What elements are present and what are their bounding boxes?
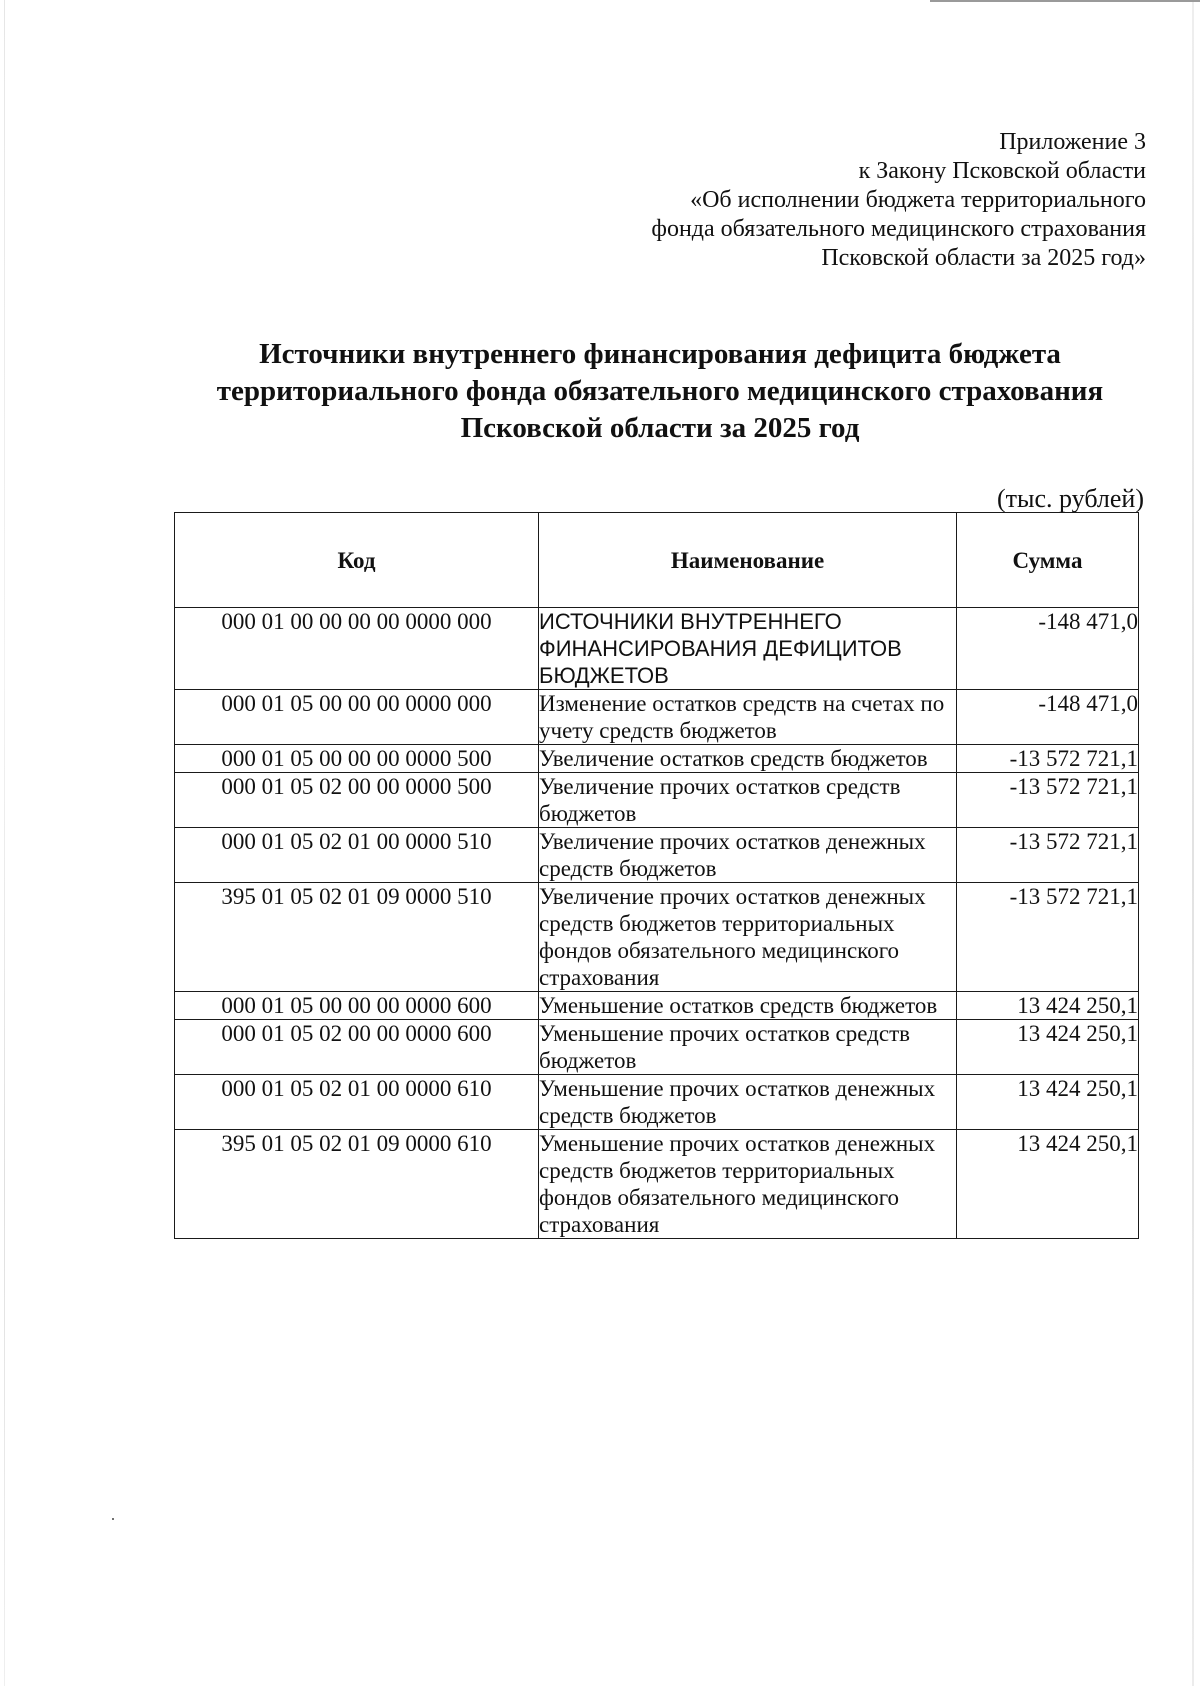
row-name: Изменение остатков средств на счетах по учету средств бюджетов bbox=[539, 690, 957, 745]
title-line: территориального фонда обязательного медицинского страхования bbox=[216, 375, 1104, 407]
row-code: 395 01 05 02 01 09 0000 610 bbox=[175, 1130, 539, 1239]
table-row bbox=[175, 745, 1139, 773]
row-sum: -13 572 721,1 bbox=[957, 773, 1139, 828]
appendix-line: к Закону Псковской области bbox=[858, 158, 1146, 184]
row-sum: -148 471,0 bbox=[957, 690, 1139, 745]
scan-top-line bbox=[930, 0, 1200, 2]
financing-sources-table bbox=[174, 512, 1139, 1239]
table-row bbox=[175, 773, 1139, 828]
table-row bbox=[175, 992, 1139, 1020]
title-line: Псковской области за 2025 год bbox=[460, 412, 860, 444]
row-name: Уменьшение остатков средств бюджетов bbox=[539, 992, 957, 1020]
row-name: ИСТОЧНИКИ ВНУТРЕННЕГО ФИНАНСИРОВАНИЯ ДЕФИЦИТОВ БЮДЖЕТОВ bbox=[539, 608, 957, 690]
header-code: Код bbox=[175, 513, 539, 608]
table-row bbox=[175, 1130, 1139, 1239]
row-sum: -13 572 721,1 bbox=[957, 828, 1139, 883]
row-code: 000 01 00 00 00 00 0000 000 bbox=[175, 608, 539, 690]
table-row bbox=[175, 608, 1139, 690]
header-sum: Сумма bbox=[957, 513, 1139, 608]
row-name: Уменьшение прочих остатков средств бюджетов bbox=[539, 1020, 957, 1075]
row-code: 000 01 05 00 00 00 0000 000 bbox=[175, 690, 539, 745]
table-row bbox=[175, 1020, 1139, 1075]
row-name: Уменьшение прочих остатков денежных средств бюджетов bbox=[539, 1075, 957, 1130]
row-sum: -13 572 721,1 bbox=[957, 745, 1139, 773]
appendix-line: Псковской области за 2025 год» bbox=[821, 245, 1146, 271]
row-name: Уменьшение прочих остатков денежных средств бюджетов территориальных фондов обязательного медицинского страхования bbox=[539, 1130, 957, 1239]
row-name: Увеличение прочих остатков средств бюджетов bbox=[539, 773, 957, 828]
row-sum: 13 424 250,1 bbox=[957, 992, 1139, 1020]
row-name: Увеличение прочих остатков денежных средств бюджетов bbox=[539, 828, 957, 883]
units-label: (тыс. рублей) bbox=[996, 484, 1144, 513]
row-sum: 13 424 250,1 bbox=[957, 1130, 1139, 1239]
row-sum: -13 572 721,1 bbox=[957, 883, 1139, 992]
appendix-line: Приложение 3 bbox=[999, 129, 1146, 155]
appendix-line: «Об исполнении бюджета территориального bbox=[690, 187, 1146, 213]
row-name: Увеличение прочих остатков денежных средств бюджетов территориальных фондов обязательного медицинского страхования bbox=[539, 883, 957, 992]
table-row bbox=[175, 883, 1139, 992]
scan-edge-left bbox=[4, 0, 5, 1686]
table-row bbox=[175, 828, 1139, 883]
row-code: 000 01 05 02 00 00 0000 500 bbox=[175, 773, 539, 828]
row-code: 395 01 05 02 01 09 0000 510 bbox=[175, 883, 539, 992]
row-name: Увеличение остатков средств бюджетов bbox=[539, 745, 957, 773]
title-line: Источники внутреннего финансирования дефицита бюджета bbox=[259, 338, 1061, 370]
table-row bbox=[175, 1075, 1139, 1130]
row-code: 000 01 05 02 01 00 0000 510 bbox=[175, 828, 539, 883]
header-name: Наименование bbox=[539, 513, 957, 608]
scan-dot bbox=[112, 1518, 114, 1520]
row-sum: -148 471,0 bbox=[957, 608, 1139, 690]
table-row bbox=[175, 690, 1139, 745]
appendix-line: фонда обязательного медицинского страхования bbox=[651, 216, 1146, 242]
scan-edge-right bbox=[1192, 0, 1194, 1686]
row-sum: 13 424 250,1 bbox=[957, 1020, 1139, 1075]
appendix-header bbox=[651, 128, 1146, 273]
row-sum: 13 424 250,1 bbox=[957, 1075, 1139, 1130]
row-code: 000 01 05 02 00 00 0000 600 bbox=[175, 1020, 539, 1075]
row-code: 000 01 05 00 00 00 0000 500 bbox=[175, 745, 539, 773]
row-code: 000 01 05 02 01 00 0000 610 bbox=[175, 1075, 539, 1130]
document-title bbox=[130, 336, 1190, 447]
row-code: 000 01 05 00 00 00 0000 600 bbox=[175, 992, 539, 1020]
table-header-row bbox=[175, 513, 1139, 608]
